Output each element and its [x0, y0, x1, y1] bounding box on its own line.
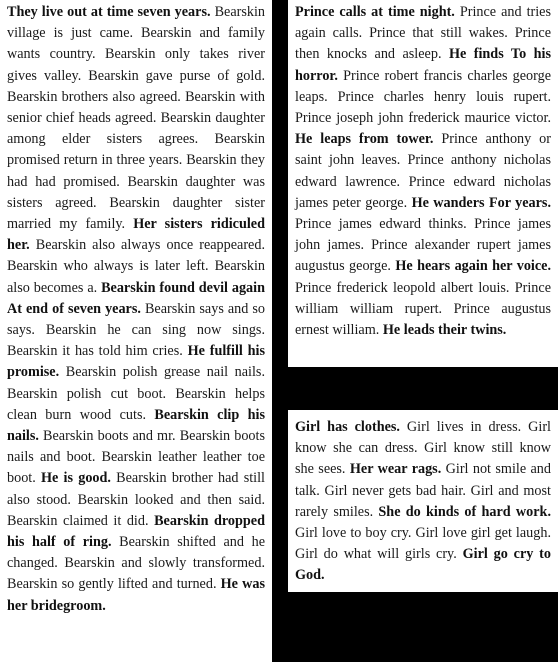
bold-sentence: She do kinds of hard work. [378, 503, 551, 520]
bold-sentence: Her wear rags. [349, 461, 442, 478]
bold-sentence: He leaps from tower. [295, 131, 434, 148]
bold-sentence: He was her bridegroom. [7, 576, 265, 614]
text-run: Prince frederick leopold albert louis. Prince william william rupert. Prince augustus ernest william. [295, 279, 551, 339]
text-run: Girl lives in dress. Girl know she can dress. Girl know still know she sees. [295, 419, 551, 478]
text-run: Bearskin also always once reappeared. Bearskin who always is later left. Bearskin also becomes a. [7, 237, 265, 296]
bold-sentence: Bearskin clip his nails. [7, 406, 265, 445]
bold-sentence: Bearskin found devil again At end of seven years. [7, 279, 265, 317]
bottom-right-text-block [288, 410, 558, 592]
bold-sentence: Prince calls at time night. [295, 4, 455, 20]
prince-paragraph [295, 2, 551, 341]
bold-sentence: He finds To his horror. [295, 46, 551, 84]
bold-sentence: Her sisters ridiculed her. [7, 216, 265, 254]
bold-sentence: He hears again her voice. [395, 258, 552, 275]
bold-sentence: Girl go cry to God. [295, 546, 551, 584]
text-run: Prince robert francis charles george leaps. Prince charles henry louis rupert. Prince joseph john frederick maurice victor. [295, 67, 551, 127]
text-run: Prince and tries again calls. Prince that still wakes. Prince then knocks and asleep. [295, 4, 552, 63]
text-run: Bearskin says and so says. Bearskin he can sing now sings. Bearskin it has told him cries. [7, 300, 265, 360]
text-run: Bearskin village is just came. Bearskin and family wants country. Bearskin only takes river gives valley. Bearskin gave purse of gold. Bearskin brothers also agreed. Bearskin with senior chief heads agreed. Bearskin daughter among elder sisters agrees. Bearskin promised return in three years. Bearskin they had had promised. Bearskin daughter was sisters agreed. Bearskin daughter sister married my family. [7, 4, 266, 233]
left-text-column [0, 0, 272, 662]
text-run: Bearskin boots and mr. Bearskin boots nails and boot. Bearskin leather leather toe boot. [7, 428, 265, 487]
bold-sentence: They live out at time seven years. [7, 4, 211, 20]
bold-sentence: He wanders For years. [411, 194, 551, 211]
bold-sentence: He fulfill his promise. [7, 343, 265, 381]
girl-paragraph [295, 417, 551, 587]
text-run: Girl not smile and talk. Girl never gets bad hair. Girl and most rarely smiles. [295, 461, 551, 520]
bold-sentence: Girl has clothes. [295, 419, 400, 435]
left-paragraph [7, 2, 265, 617]
text-run: Prince james edward thinks. Prince james john james. Prince alexander rupert james augustus george. [295, 216, 551, 275]
text-run: Prince anthony or saint john leaves. Prince anthony nicholas edward lawrence. Prince edward nicholas james peter george. [295, 131, 551, 211]
bold-sentence: He is good. [41, 470, 111, 487]
text-run: Girl love to boy cry. Girl love girl get laugh. Girl do what will girls cry. [295, 525, 551, 563]
top-right-text-block [288, 0, 558, 367]
text-run: Bearskin polish grease nail nails. Bearskin polish cut boot. Bearskin helps clean burn wood cuts. [7, 364, 265, 423]
bold-sentence: Bearskin dropped his half of ring. [7, 512, 265, 551]
text-run: Bearskin brother had still also stood. Bearskin looked and then said. Bearskin claimed it did. [7, 470, 265, 529]
text-run: Bearskin shifted and he changed. Bearskin and slowly transformed. Bearskin so gently lifted and turned. [7, 534, 265, 593]
bold-sentence: He leads their twins. [382, 322, 507, 339]
